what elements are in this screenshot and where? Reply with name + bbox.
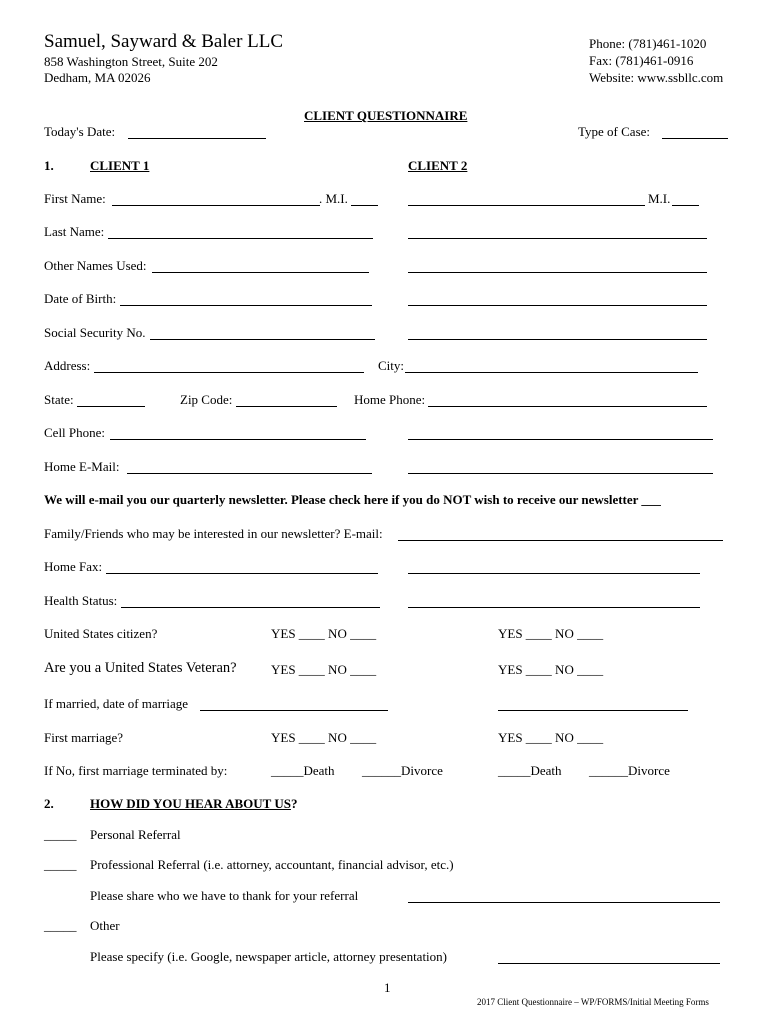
veteran-label: Are you a United States Veteran? xyxy=(44,660,237,676)
client2-first-name-field[interactable] xyxy=(408,205,645,206)
family-friends-email-field[interactable] xyxy=(398,540,723,541)
client1-health-status-field[interactable] xyxy=(121,607,380,608)
client1-home-email-field[interactable] xyxy=(127,473,372,474)
home-phone-label: Home Phone: xyxy=(354,392,426,407)
home-phone-field[interactable] xyxy=(428,406,707,407)
client1-veteran-yes-no[interactable]: YES ____ NO ____ xyxy=(271,662,377,677)
client2-veteran-yes-no[interactable]: YES ____ NO ____ xyxy=(498,662,604,677)
client1-us-citizen-yes-no[interactable]: YES ____ NO ____ xyxy=(271,626,377,641)
us-citizen-label: United States citizen? xyxy=(44,626,158,641)
zip-field[interactable] xyxy=(236,406,337,407)
home-email-label: Home E-Mail: xyxy=(44,459,120,474)
client1-first-name-field[interactable] xyxy=(112,205,320,206)
city-field[interactable] xyxy=(405,372,698,373)
other-label: Other xyxy=(90,918,120,933)
client1-home-fax-field[interactable] xyxy=(106,573,378,574)
firm-website: Website: www.ssbllc.com xyxy=(589,70,724,85)
state-field[interactable] xyxy=(77,406,145,407)
form-title: CLIENT QUESTIONNAIRE xyxy=(304,108,468,123)
client1-other-names-field[interactable] xyxy=(152,272,369,273)
client1-ssn-field[interactable] xyxy=(150,339,375,340)
professional-referral-blank[interactable]: _____ xyxy=(44,857,77,872)
first-name-label: First Name: xyxy=(44,191,106,206)
section1-number: 1. xyxy=(44,158,54,173)
firm-phone: Phone: (781)461-1020 xyxy=(589,36,707,51)
newsletter-optout-text[interactable]: We will e-mail you our quarterly newsletter. Please check here if you do NOT wish to receive our newsletter ___ xyxy=(44,492,661,507)
client1-first-marriage-yes-no[interactable]: YES ____ NO ____ xyxy=(271,730,377,745)
client2-home-email-field[interactable] xyxy=(408,473,713,474)
firm-fax: Fax: (781)461-0916 xyxy=(589,53,694,68)
client2-mi-label: M.I. xyxy=(648,191,671,206)
last-name-label: Last Name: xyxy=(44,224,105,239)
thank-referral-label: Please share who we have to thank for your referral xyxy=(90,888,359,903)
todays-date-field[interactable] xyxy=(128,138,266,139)
dob-label: Date of Birth: xyxy=(44,291,117,306)
client2-home-fax-field[interactable] xyxy=(408,573,700,574)
client2-divorce-option[interactable]: ______Divorce xyxy=(589,763,670,778)
client1-marriage-date-field[interactable] xyxy=(200,710,388,711)
city-label: City: xyxy=(378,358,405,373)
personal-referral-blank[interactable]: _____ xyxy=(44,827,77,842)
thank-referral-field[interactable] xyxy=(408,902,720,903)
type-of-case-label: Type of Case: xyxy=(578,124,651,139)
client2-death-option[interactable]: _____Death xyxy=(498,763,562,778)
health-status-label: Health Status: xyxy=(44,593,118,608)
client2-last-name-field[interactable] xyxy=(408,238,707,239)
type-of-case-field[interactable] xyxy=(662,138,728,139)
page-number: 1 xyxy=(384,980,391,995)
married-date-label: If married, date of marriage xyxy=(44,696,189,711)
client1-dob-field[interactable] xyxy=(120,305,372,306)
client1-divorce-option[interactable]: ______Divorce xyxy=(362,763,443,778)
address-field[interactable] xyxy=(94,372,364,373)
specify-label: Please specify (i.e. Google, newspaper article, attorney presentation) xyxy=(90,949,447,964)
client1-cell-phone-field[interactable] xyxy=(110,439,366,440)
zip-label: Zip Code: xyxy=(180,392,233,407)
terminated-label: If No, first marriage terminated by: xyxy=(44,763,228,778)
specify-field[interactable] xyxy=(498,963,720,964)
client1-death-option[interactable]: _____Death xyxy=(271,763,335,778)
ssn-label: Social Security No. xyxy=(44,325,146,340)
client1-last-name-field[interactable] xyxy=(108,238,373,239)
client2-dob-field[interactable] xyxy=(408,305,707,306)
todays-date-label: Today's Date: xyxy=(44,124,116,139)
client1-mi-field[interactable] xyxy=(351,205,378,206)
client2-ssn-field[interactable] xyxy=(408,339,707,340)
client1-mi-label: . M.I. xyxy=(319,191,348,206)
client2-health-status-field[interactable] xyxy=(408,607,700,608)
client2-us-citizen-yes-no[interactable]: YES ____ NO ____ xyxy=(498,626,604,641)
client2-heading: CLIENT 2 xyxy=(408,158,468,173)
section2-heading-wrap xyxy=(90,796,297,812)
other-blank[interactable]: _____ xyxy=(44,918,77,933)
first-marriage-label: First marriage? xyxy=(44,730,124,745)
firm-name: Samuel, Sayward & Baler LLC xyxy=(44,31,284,52)
firm-address-line2: Dedham, MA 02026 xyxy=(44,70,151,85)
family-friends-label: Family/Friends who may be interested in our newsletter? E-mail: xyxy=(44,526,383,541)
section2-number: 2. xyxy=(44,796,54,811)
personal-referral-label: Personal Referral xyxy=(90,827,181,842)
state-label: State: xyxy=(44,392,74,407)
firm-address-line1: 858 Washington Street, Suite 202 xyxy=(44,54,218,69)
other-names-label: Other Names Used: xyxy=(44,258,147,273)
client2-marriage-date-field[interactable] xyxy=(498,710,688,711)
section2-qmark: ? xyxy=(290,796,298,811)
professional-referral-label: Professional Referral (i.e. attorney, accountant, financial advisor, etc.) xyxy=(90,857,454,872)
client2-cell-phone-field[interactable] xyxy=(408,439,713,440)
client2-mi-field[interactable] xyxy=(672,205,699,206)
cell-phone-label: Cell Phone: xyxy=(44,425,106,440)
client2-other-names-field[interactable] xyxy=(408,272,707,273)
client1-heading: CLIENT 1 xyxy=(90,158,150,173)
address-label: Address: xyxy=(44,358,91,373)
home-fax-label: Home Fax: xyxy=(44,559,103,574)
footer-text: 2017 Client Questionnaire – WP/FORMS/Initial Meeting Forms xyxy=(477,997,709,1007)
section2-heading: HOW DID YOU HEAR ABOUT US xyxy=(90,796,291,811)
client2-first-marriage-yes-no[interactable]: YES ____ NO ____ xyxy=(498,730,604,745)
